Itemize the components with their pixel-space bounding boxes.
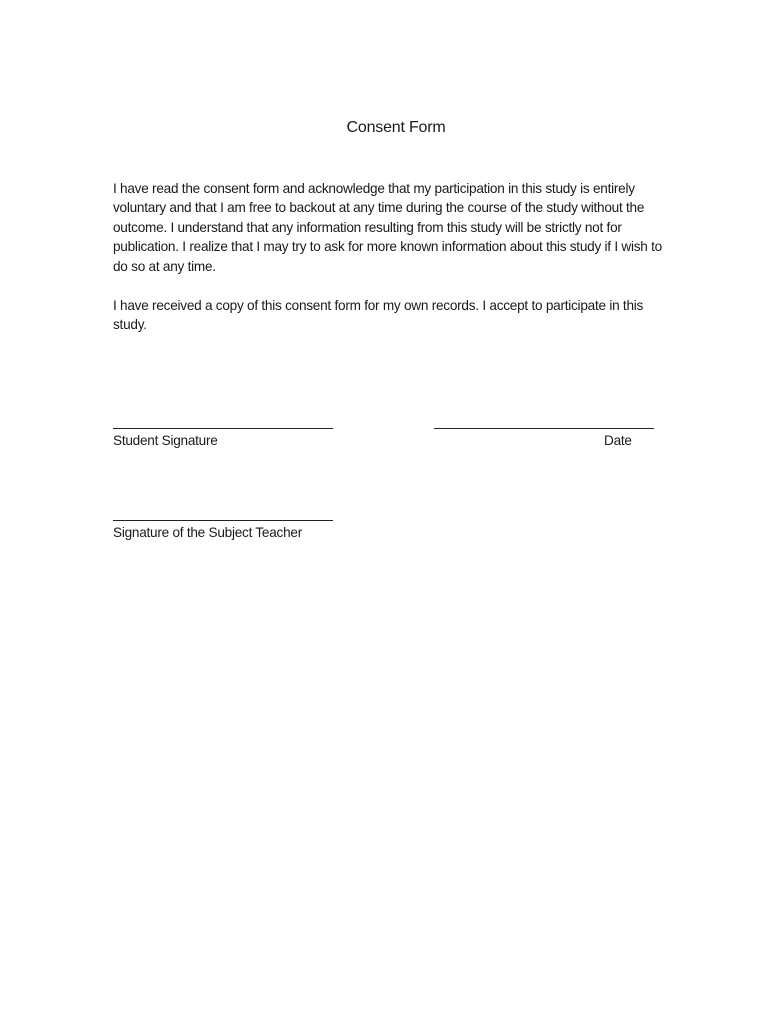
- date-line: [434, 428, 654, 429]
- consent-paragraph-acceptance: I have received a copy of this consent form for my own records. I accept to participate in this study.: [113, 298, 644, 333]
- date-label: Date: [604, 433, 632, 448]
- student-signature-label: Student Signature: [113, 433, 218, 448]
- page-title: Consent Form: [346, 119, 446, 136]
- teacher-signature-line: [113, 520, 333, 521]
- consent-paragraph-acknowledgement: I have read the consent form and acknowledge that my participation in this study is entirely voluntary and that I am free to backout at any time during the course of the study without the outcome. I understand that any information resulting from this study will be strictly not for publication. I realize that I may try to ask for more known information about this study if I wish to do so at any time.: [113, 181, 662, 274]
- teacher-signature-label: Signature of the Subject Teacher: [113, 525, 302, 540]
- student-signature-line: [113, 428, 333, 429]
